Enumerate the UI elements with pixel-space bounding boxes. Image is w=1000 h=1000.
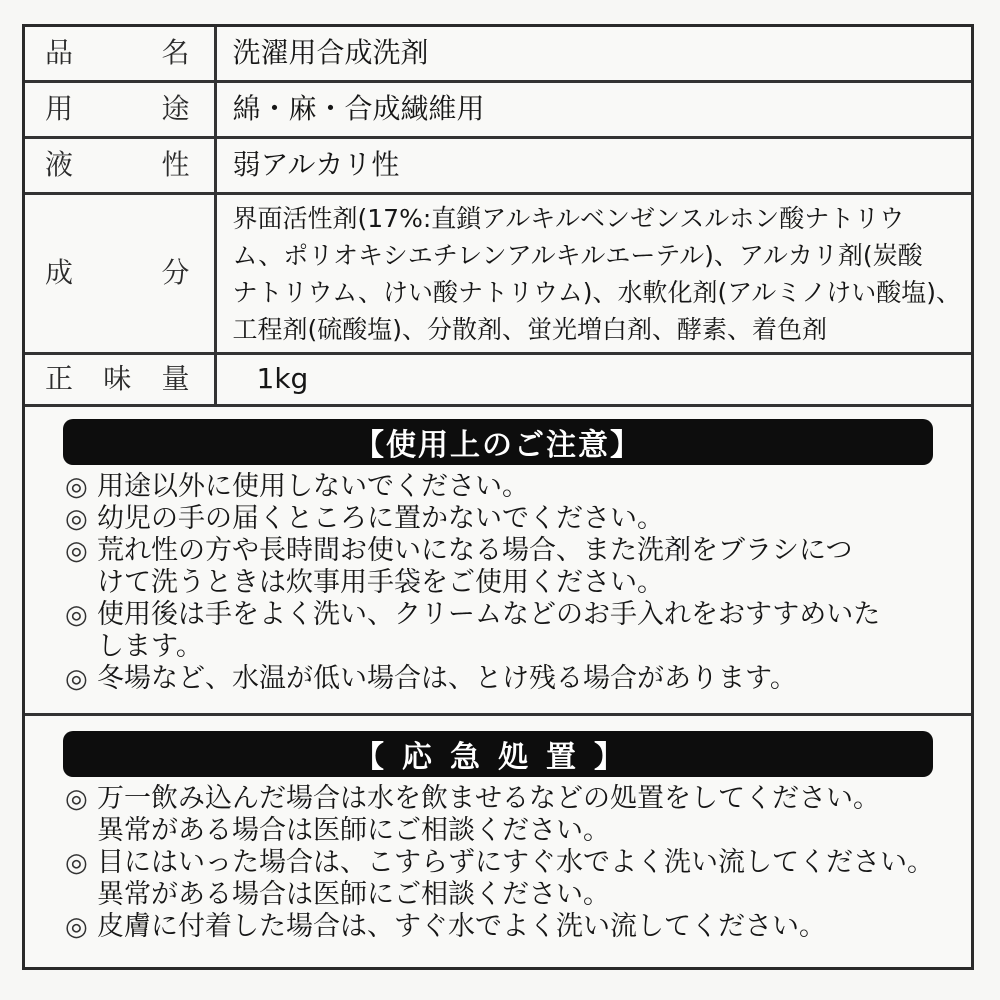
label-char: 品 — [45, 36, 74, 70]
first-aid-section — [25, 731, 971, 943]
label-char: 性 — [161, 148, 190, 182]
double-circle-icon: ◎ — [65, 848, 88, 878]
spec-value: 洗濯用合成洗剤 — [215, 27, 971, 82]
label-char: 名 — [161, 36, 190, 70]
spec-table — [25, 27, 971, 407]
double-circle-icon: ◎ — [65, 784, 88, 814]
caution-banner: 【使用上のご注意】 — [63, 419, 933, 465]
list-item-text: 幼児の手の届くところに置かないでください。 — [97, 503, 664, 534]
list-item — [65, 783, 971, 847]
list-item-text: 荒れ性の方や長時間お使いになる場合、また洗剤をブラシにつ けて洗うときは炊事用手袋をご使用ください。 — [97, 535, 853, 598]
spec-value: 綿・麻・合成繊維用 — [215, 82, 971, 138]
double-circle-icon: ◎ — [65, 472, 88, 502]
list-item-text: 万一飲み込んだ場合は水を飲ませるなどの処置をしてください。 異常がある場合は医師にご相談ください。 — [97, 783, 880, 846]
label-frame — [22, 24, 974, 970]
list-item-text: 冬場など、水温が低い場合は、とけ残る場合があります。 — [97, 663, 797, 694]
spec-row-net-weight — [25, 354, 971, 406]
spec-value-ingredients — [215, 194, 971, 354]
double-circle-icon: ◎ — [65, 912, 88, 942]
double-circle-icon: ◎ — [65, 504, 88, 534]
spec-value: 1kg — [215, 354, 971, 406]
ingredient-line: 界面活性剤(17%:直鎖アルキルベンゼンスルホン酸ナトリウ — [232, 203, 905, 233]
spec-row-product-name — [25, 27, 971, 82]
ingredient-line: 工程剤(硫酸塩)、分散剤、蛍光増白剤、酵素、着色剤 — [232, 314, 828, 344]
double-circle-icon: ◎ — [65, 664, 88, 694]
caution-section — [25, 419, 971, 695]
spec-label — [25, 194, 215, 354]
list-item — [65, 471, 971, 503]
spec-label — [25, 82, 215, 138]
list-item-text: 皮膚に付着した場合は、すぐ水でよく洗い流してください。 — [97, 911, 826, 942]
label-char: 液 — [45, 148, 74, 182]
spec-label — [25, 27, 215, 82]
spec-row-ingredients — [25, 194, 971, 354]
ingredient-line: ム、ポリオキシエチレンアルキルエーテル)、アルカリ剤(炭酸 — [232, 240, 923, 270]
spec-label — [25, 138, 215, 194]
label-char: 用 — [45, 92, 74, 126]
spec-row-usage — [25, 82, 971, 138]
list-item — [65, 663, 971, 695]
list-item — [65, 847, 971, 911]
first-aid-banner: 【応急処置】 — [63, 731, 933, 777]
list-item-text: 目にはいった場合は、こすらずにすぐ水でよく洗い流してください。 異常がある場合は医師にご相談ください。 — [97, 847, 934, 910]
list-item — [65, 911, 971, 943]
spec-row-liquid-property — [25, 138, 971, 194]
label-char: 分 — [161, 256, 190, 290]
double-circle-icon: ◎ — [65, 536, 88, 566]
label-char: 成 — [45, 256, 74, 290]
list-item — [65, 535, 971, 599]
list-item-text: 使用後は手をよく洗い、クリームなどのお手入れをおすすめいた します。 — [97, 599, 881, 662]
label-char: 途 — [161, 92, 190, 126]
list-item — [65, 599, 971, 663]
double-circle-icon: ◎ — [65, 600, 88, 630]
caution-list — [25, 471, 971, 695]
spec-label — [25, 354, 215, 406]
spec-value: 弱アルカリ性 — [215, 138, 971, 194]
label-char: 正 — [45, 362, 74, 396]
list-item-text: 用途以外に使用しないでください。 — [97, 471, 529, 502]
label-char: 味 — [103, 362, 132, 396]
section-divider — [25, 713, 971, 716]
first-aid-list — [25, 783, 971, 943]
label-char: 量 — [161, 362, 190, 396]
list-item — [65, 503, 971, 535]
ingredient-line: ナトリウム、けい酸ナトリウム)、水軟化剤(アルミノけい酸塩)、 — [232, 277, 962, 307]
